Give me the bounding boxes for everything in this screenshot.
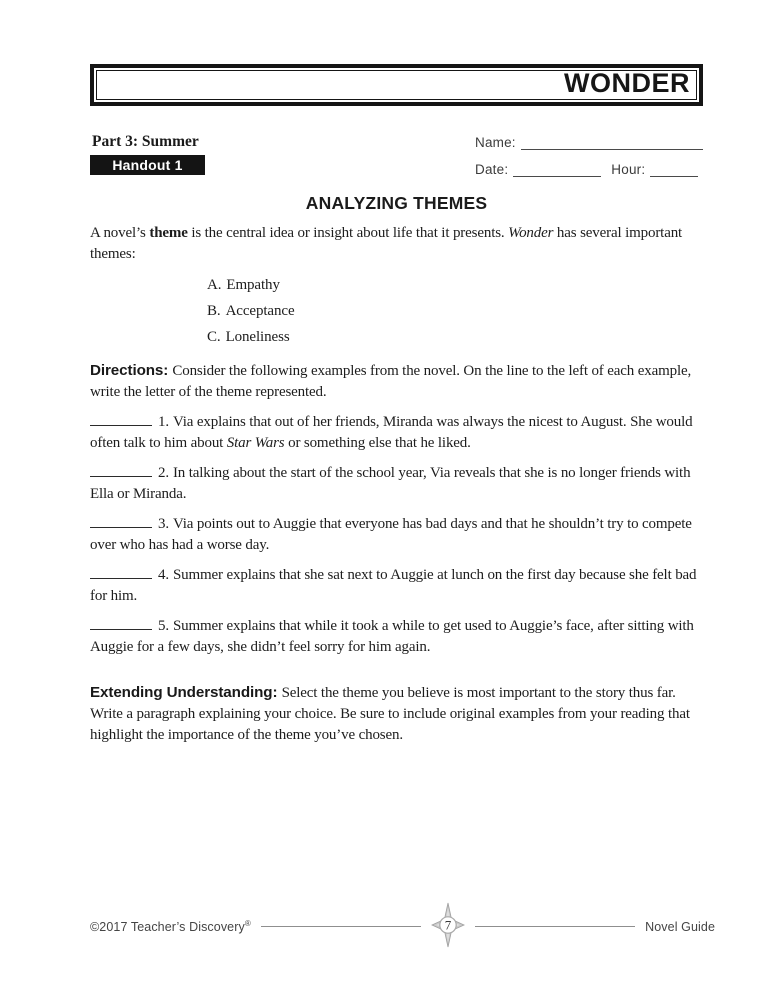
worksheet-title: ANALYZING THEMES: [305, 193, 488, 213]
compass-page-ornament: [431, 902, 465, 951]
book-title-box-inner: [96, 70, 697, 100]
theme-letter: C.: [207, 329, 221, 345]
date-blank[interactable]: [513, 162, 601, 177]
page-content: [0, 64, 773, 746]
date-hour-row: [475, 162, 703, 177]
item-text: In talking about the start of the school year, Via reveals that she is no longer friends with Ella or Miranda.: [90, 465, 691, 502]
footer-rule-left: [261, 926, 421, 927]
hour-label: Hour:: [611, 162, 646, 177]
question-item-4: [90, 565, 703, 607]
theme-label: Loneliness: [225, 329, 290, 345]
date-label: Date:: [475, 162, 509, 177]
question-item-1: [90, 412, 703, 454]
theme-letter: B.: [207, 303, 221, 319]
item-text: Via points out to Auggie that everyone has bad days and that he shouldn’t try to compete over who has had a worse day.: [90, 516, 692, 553]
directions-paragraph: Directions: Consider the following examples from the novel. On the line to the left of each example, write the letter of the theme represented.: [90, 362, 692, 400]
compass-icon: [431, 902, 465, 948]
answer-blank[interactable]: [90, 463, 152, 477]
item-number: 5.: [158, 618, 169, 634]
answer-blank[interactable]: [90, 616, 152, 630]
item-text: Summer explains that she sat next to Auggie at lunch on the first day because she felt bad for him.: [90, 567, 697, 604]
theme-item-loneliness: [207, 327, 703, 348]
copyright-text: ©2017 Teacher’s Discovery®: [90, 918, 251, 935]
theme-label: Empathy: [226, 277, 280, 293]
hour-blank[interactable]: [650, 162, 698, 177]
answer-blank[interactable]: [90, 514, 152, 528]
question-item-5: [90, 616, 703, 658]
intro-paragraph: A novel’s theme is the central idea or insight about life that it presents. Wonder has several important themes:: [90, 225, 683, 262]
answer-blank[interactable]: [90, 565, 152, 579]
novel-guide-text: Novel Guide: [645, 919, 716, 934]
item-number: 2.: [158, 465, 169, 481]
theme-item-acceptance: [207, 301, 703, 322]
item-text: Via explains that out of her friends, Miranda was always the nicest to August. She would often talk to him about Star Wars or something else that he liked.: [90, 414, 693, 451]
book-title: WONDER: [564, 68, 690, 98]
name-label: Name:: [475, 135, 516, 150]
page-number: 7: [444, 917, 452, 933]
extending-paragraph: Extending Understanding: Select the theme you believe is most important to the story thus far. Write a paragraph explaining your choice. Be sure to include original examples from your reading that highlight the importance of the theme you’ve chosen.: [90, 684, 690, 743]
part-handout-block: [90, 133, 205, 175]
item-text: Summer explains that while it took a while to get used to Auggie’s face, after sitting with Auggie for a few days, she didn’t feel sorry for him again.: [90, 618, 694, 655]
item-number: 1.: [158, 414, 169, 430]
question-item-3: [90, 514, 703, 556]
themes-list: [90, 275, 703, 348]
registered-mark: ®: [244, 918, 251, 928]
theme-letter: A.: [207, 277, 222, 293]
theme-label: Acceptance: [225, 303, 295, 319]
item-number: 4.: [158, 567, 169, 583]
page-footer: [90, 902, 715, 951]
question-item-2: [90, 463, 703, 505]
name-row: [475, 135, 703, 150]
name-blank[interactable]: [521, 135, 703, 150]
item-number: 3.: [158, 516, 169, 532]
handout-badge: Handout 1: [90, 155, 205, 175]
part-label: Part 3: Summer: [92, 133, 199, 150]
meta-row: [90, 133, 703, 177]
footer-rule-right: [475, 926, 635, 927]
theme-item-empathy: [207, 275, 703, 296]
book-title-box: [90, 64, 703, 106]
name-date-block: [475, 133, 703, 177]
answer-blank[interactable]: [90, 412, 152, 426]
